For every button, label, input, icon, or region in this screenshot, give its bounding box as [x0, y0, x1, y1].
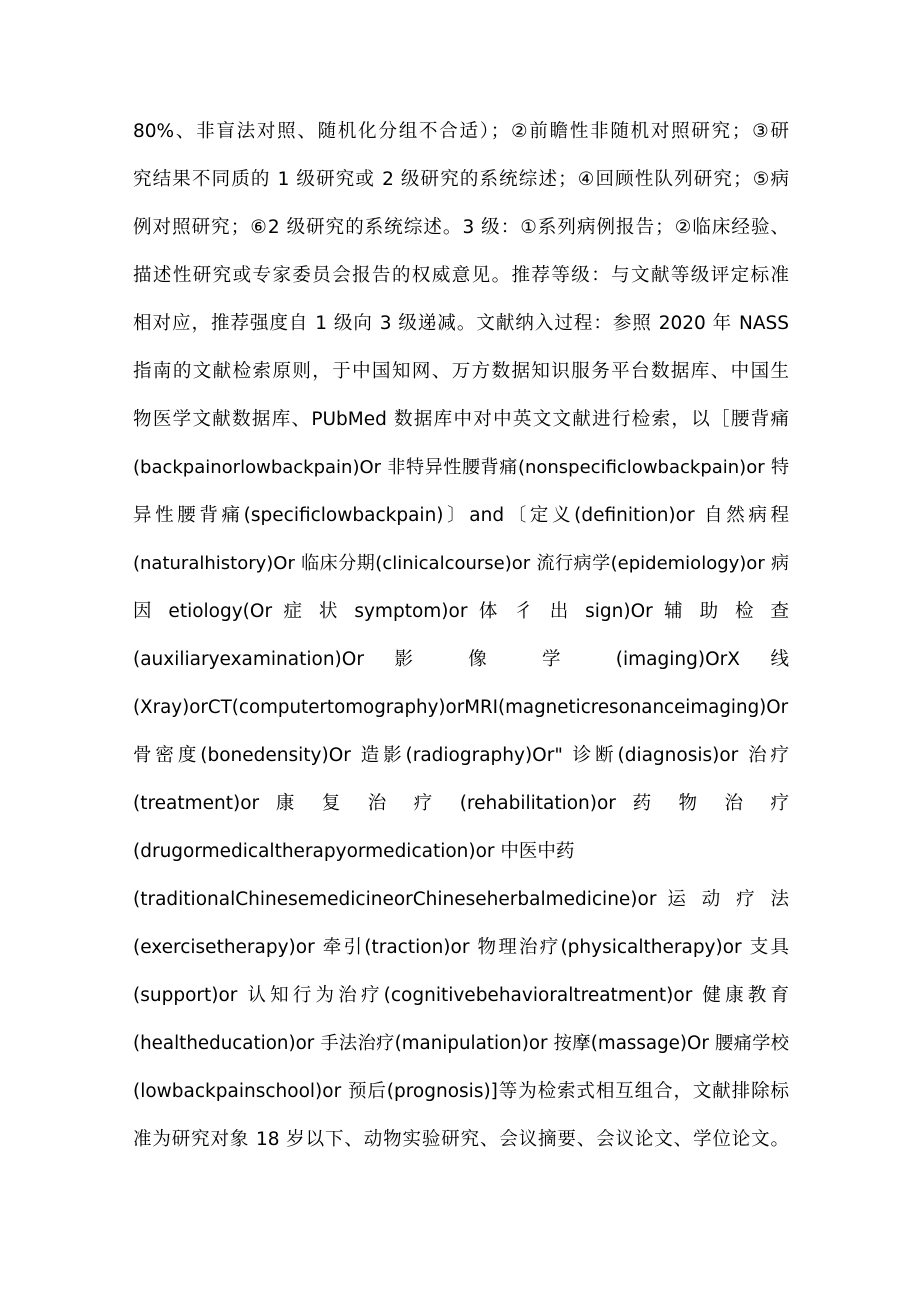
text-line: 骨密度(bonedensity)Or 造影(radiography)Or" 诊断(diagnosis)or 治疗	[133, 745, 789, 766]
text-line: (backpainorlowbackpain)Or 非特异性腰背痛(nonspecificlowbackpain)or 特	[133, 457, 789, 478]
body-paragraph	[133, 108, 789, 1164]
text-line: (naturalhistory)Or 临床分期(clinicalcourse)or 流行病学(epidemiology)or 病	[133, 553, 789, 574]
text-line: (support)or 认知行为治疗(cognitivebehavioraltreatment)or 健康教育	[133, 985, 789, 1006]
text-line: (exercisetherapy)or 牵引(traction)or 物理治疗(physicaltherapy)or 支具	[133, 937, 789, 958]
text-line: (healtheducation)or 手法治疗(manipulation)or 按摩(massage)Or 腰痛学校	[133, 1033, 789, 1054]
text-line: (treatment)or 康 复 治 疗 (rehabilitation)or 药 物 治 疗	[133, 793, 789, 814]
text-line: 描述性研究或专家委员会报告的权威意见。推荐等级：与文献等级评定标准	[133, 265, 789, 286]
text-line: 例对照研究；⑥2 级研究的系统综述。3 级：①系列病例报告；②临床经验、	[133, 217, 789, 238]
text-line: 指南的文献检索原则，于中国知网、万方数据知识服务平台数据库、中国生	[133, 361, 789, 382]
text-line: 究结果不同质的 1 级研究或 2 级研究的系统综述；④回顾性队列研究；⑤病	[133, 169, 789, 190]
text-line: 相对应，推荐强度自 1 级向 3 级递减。文献纳入过程：参照 2020 年 NASS	[133, 313, 789, 334]
text-line: 80%、非盲法对照、随机化分组不合适）；②前瞻性非随机对照研究；③研	[133, 121, 789, 142]
text-line: (auxiliaryexamination)Or 影 像 学 (imaging)OrX 线	[133, 649, 789, 670]
text-line: 准为研究对象 18 岁以下、动物实验研究、会议摘要、会议论文、学位论文。	[133, 1129, 789, 1150]
text-line: 异性腰背痛(specificlowbackpain)〕and〔定义(definition)or 自然病程	[133, 505, 789, 526]
text-line: (Xray)orCT(computertomography)orMRI(magneticresonanceimaging)Or	[133, 697, 789, 718]
text-line: (drugormedicaltherapyormedication)or 中医中药	[133, 841, 575, 862]
text-line: (traditionalChinesemedicineorChineseherbalmedicine)or 运 动 疗 法	[133, 889, 789, 910]
text-line: (lowbackpainschool)or 预后(prognosis)]等为检索式相互组合，文献排除标	[133, 1081, 789, 1102]
text-line: 因 etiology(Or 症 状 symptom)or 体 彳 出 sign)Or 辅 助 检 查	[133, 601, 789, 622]
text-line: 物医学文献数据库、PUbMed 数据库中对中英文文献进行检索，以［腰背痛	[133, 409, 789, 430]
